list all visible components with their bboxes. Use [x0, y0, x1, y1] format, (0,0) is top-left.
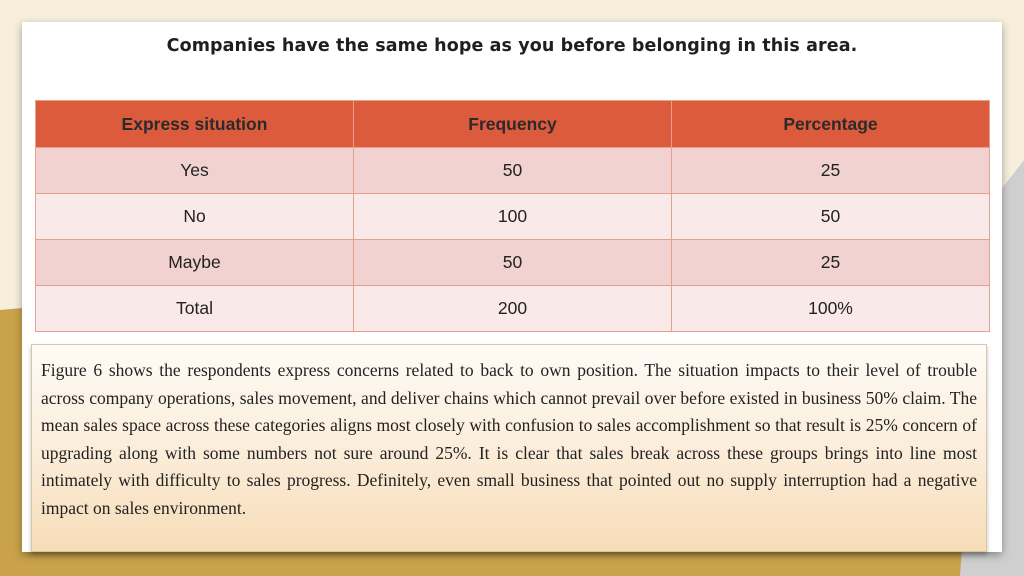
cell-percentage: 25: [672, 240, 990, 286]
table-row-total: [36, 286, 990, 332]
cell-percentage: 50: [672, 194, 990, 240]
cell-frequency: 50: [354, 148, 672, 194]
description-box: [31, 344, 987, 552]
header-express-situation: Express situation: [36, 101, 354, 148]
table-header-row: [36, 101, 990, 148]
data-table: [35, 100, 990, 332]
description-text: Figure 6 shows the respondents express concerns related to back to own position. The situation impacts to their level of trouble across company operations, sales movement, and deliver chains which cannot prevail over before existed in business 50% claim. The mean sales space across these categories aligns most closely with confusion to sales accomplishment so that result is 25% concern of upgrading along with some numbers not sure around 25%. It is clear that sales break across these groups brings into line most intimately with difficulty to sales progress. Definitely, even small business that pointed out no supply interruption had a negative impact on sales environment.: [41, 360, 977, 518]
cell-situation: No: [36, 194, 354, 240]
slide-card: [22, 22, 1002, 552]
table-row: [36, 240, 990, 286]
cell-frequency: 50: [354, 240, 672, 286]
table-row: [36, 194, 990, 240]
header-percentage: Percentage: [672, 101, 990, 148]
cell-percentage: 100%: [672, 286, 990, 332]
header-frequency: Frequency: [354, 101, 672, 148]
slide-title: Companies have the same hope as you before belonging in this area.: [166, 36, 858, 56]
table-row: [36, 148, 990, 194]
cell-situation: Yes: [36, 148, 354, 194]
cell-situation: Maybe: [36, 240, 354, 286]
cell-situation: Total: [36, 286, 354, 332]
cell-percentage: 25: [672, 148, 990, 194]
cell-frequency: 100: [354, 194, 672, 240]
cell-frequency: 200: [354, 286, 672, 332]
